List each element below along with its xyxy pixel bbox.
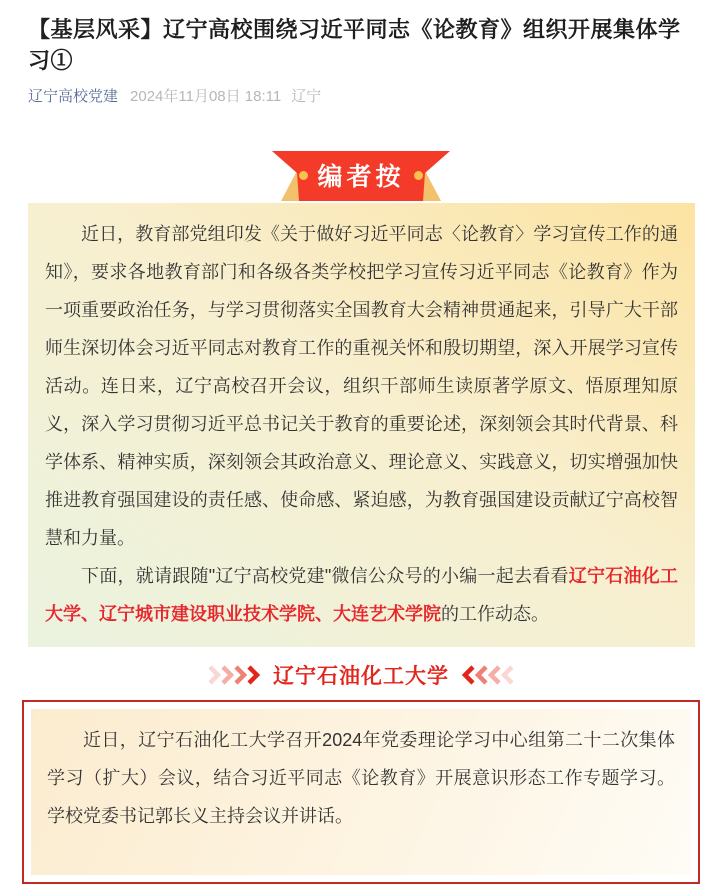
university-names-highlight: 辽宁石油化工大学、辽宁城市建设职业技术学院、大连艺术学院 [45, 566, 678, 624]
news-paragraph-1: 近日，辽宁石油化工大学召开2024年党委理论学习中心组第二十二次集体学习（扩大）会议，结合习近平同志《论教育》开展意识形态工作专题学习。学校党委书记郭长义主持会议并讲话。 [47, 730, 675, 826]
publish-location: 辽宁 [291, 88, 322, 105]
article-title: 【基层风采】辽宁高校围绕习近平同志《论教育》组织开展集体学习① [28, 17, 681, 73]
section-heading-label: 辽宁石油化工大学 [273, 665, 449, 688]
gold-dot-icon [414, 171, 423, 180]
editor-note-paragraph-1: 近日，教育部党组印发《关于做好习近平同志〈论教育〉学习宣传工作的通知》，要求各地教育部门和各级各类学校把学习宣传习近平同志《论教育》作为一项重要政治任务，与学习贯彻落实全国教育大会精神贯通起来，引导广大干部师生深切体会习近平同志对教育工作的重视关怀和殷切期望，深入开展学习宣传活动。连日来，辽宁高校召开会议，组织干部师生读原著学原文、悟原理知原义，深入学习贯彻习近平总书记关于教育的重要论述，深刻领会其时代背景、科学体系、精神实质，深刻领会其政治意义、理论意义、实践意义，切实增强加快推进教育强国建设的责任感、使命感、紧迫感，为教育强国建设贡献辽宁高校智慧和力量。 [45, 224, 678, 548]
news-box-inner [31, 709, 691, 875]
gold-dot-icon [299, 171, 308, 180]
chevrons-left-icon [461, 664, 515, 686]
article-meta [28, 87, 694, 107]
editor-note-box [28, 203, 695, 647]
section-heading [0, 659, 722, 691]
editor-note-paragraph-2 [45, 557, 678, 633]
publish-datetime: 2024年11月08日 18:11 [130, 88, 282, 105]
news-bordered-box [22, 700, 700, 884]
editor-note-badge-label: 编者按 [317, 163, 405, 191]
editor-note-badge [271, 151, 451, 199]
paragraph-2-suffix: 的工作动态。 [441, 604, 549, 624]
editor-note-ribbon [271, 151, 451, 203]
chevrons-right-icon [207, 664, 261, 686]
paragraph-2-prefix: 下面，就请跟随"辽宁高校党建"微信公众号的小编一起去看看 [81, 566, 569, 586]
account-link[interactable]: 辽宁高校党建 [28, 88, 119, 105]
